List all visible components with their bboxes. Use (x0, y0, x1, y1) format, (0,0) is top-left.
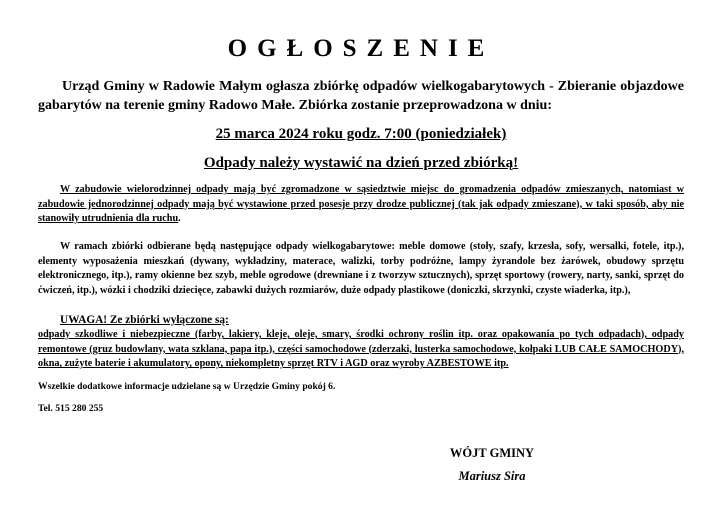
intro-paragraph: Urząd Gminy w Radowie Małym ogłasza zbiórkę odpadów wielkogabarytowych - Zbieranie objazdowe gabarytów na terenie gminy Radowo Małe. Zbiórka zostanie przeprowadzona w dniu: (38, 79, 684, 113)
announcement-page (38, 0, 684, 509)
excluded-waste-section (38, 313, 684, 372)
accepted-waste-paragraph: W ramach zbiórki odbierane będą następujące odpady wielkogabarytowe: meble domowe (stoły, szafy, krzesła, sofy, wersalki, fotele, itp.), elementy wyposażenia mieszkań (dywany, wykładziny, materace, walizki, torby podróżne, lampy żyrandole bez żarówek, obudowy sprzętu elektronicznego, itp.), ramy okienne bez szyb, meble ogrodowe (drewniane i z tworzyw sztucznych), sprzęt sportowy (rowery, narty, sanki, sprzęt do ćwiczeń, itp.), wózki i chodziki dziecięce, zabawki dużych rozmiarów, duże odpady plastikowe (doniczki, skrzynki, czyste wiaderka, itp.), (38, 241, 684, 296)
signature-title: WÓJT GMINY (449, 446, 535, 460)
excluded-waste-list: odpady szkodliwe i niebezpieczne (farby, lakiery, kleje, oleje, smary, środki ochrony roślin itp. oraz opakowania po tych odpadach), odpady remontowe (gruz budowlany, wata szklana, papa itp.), części samochodowe (zderzaki, lusterka samochodowe, kołpaki LUB CAŁE SAMOCHODY), okna, zużyte baterie i akumulatory, opony, niekompletny sprzęt RTV i AGD oraz wyroby AZBESTOWE itp. (38, 329, 684, 370)
collection-date: 25 marca 2024 roku godz. 7:00 (poniedziałek) (215, 126, 507, 142)
placement-rules-period: . (178, 213, 181, 225)
placement-rules-paragraph (38, 183, 684, 227)
page-title: OGŁOSZENIE (227, 35, 495, 62)
signature-name: Mariusz Sira (458, 469, 526, 483)
additional-info: Wszelkie dodatkowe informacje udzielane są w Urzędzie Gminy pokój 6. (38, 381, 336, 392)
excluded-waste-heading: UWAGA! Ze zbiórki wyłączone są: (60, 314, 229, 326)
phone-number: Tel. 515 280 255 (38, 403, 104, 414)
placement-notice: Odpady należy wystawić na dzień przed zbiórką! (203, 155, 519, 171)
placement-rules-text: W zabudowie wielorodzinnej odpady mają być zgromadzone w sąsiedztwie miejsc do gromadzenia odpadów zmieszanych, natomiast w zabudowie jednorodzinnej odpady mają być wystawione przed posesje przy drodze publicznej (tak jak odpady zmieszane), w taki sposób, aby nie stanowiły utrudnienia dla ruchu (38, 184, 684, 225)
